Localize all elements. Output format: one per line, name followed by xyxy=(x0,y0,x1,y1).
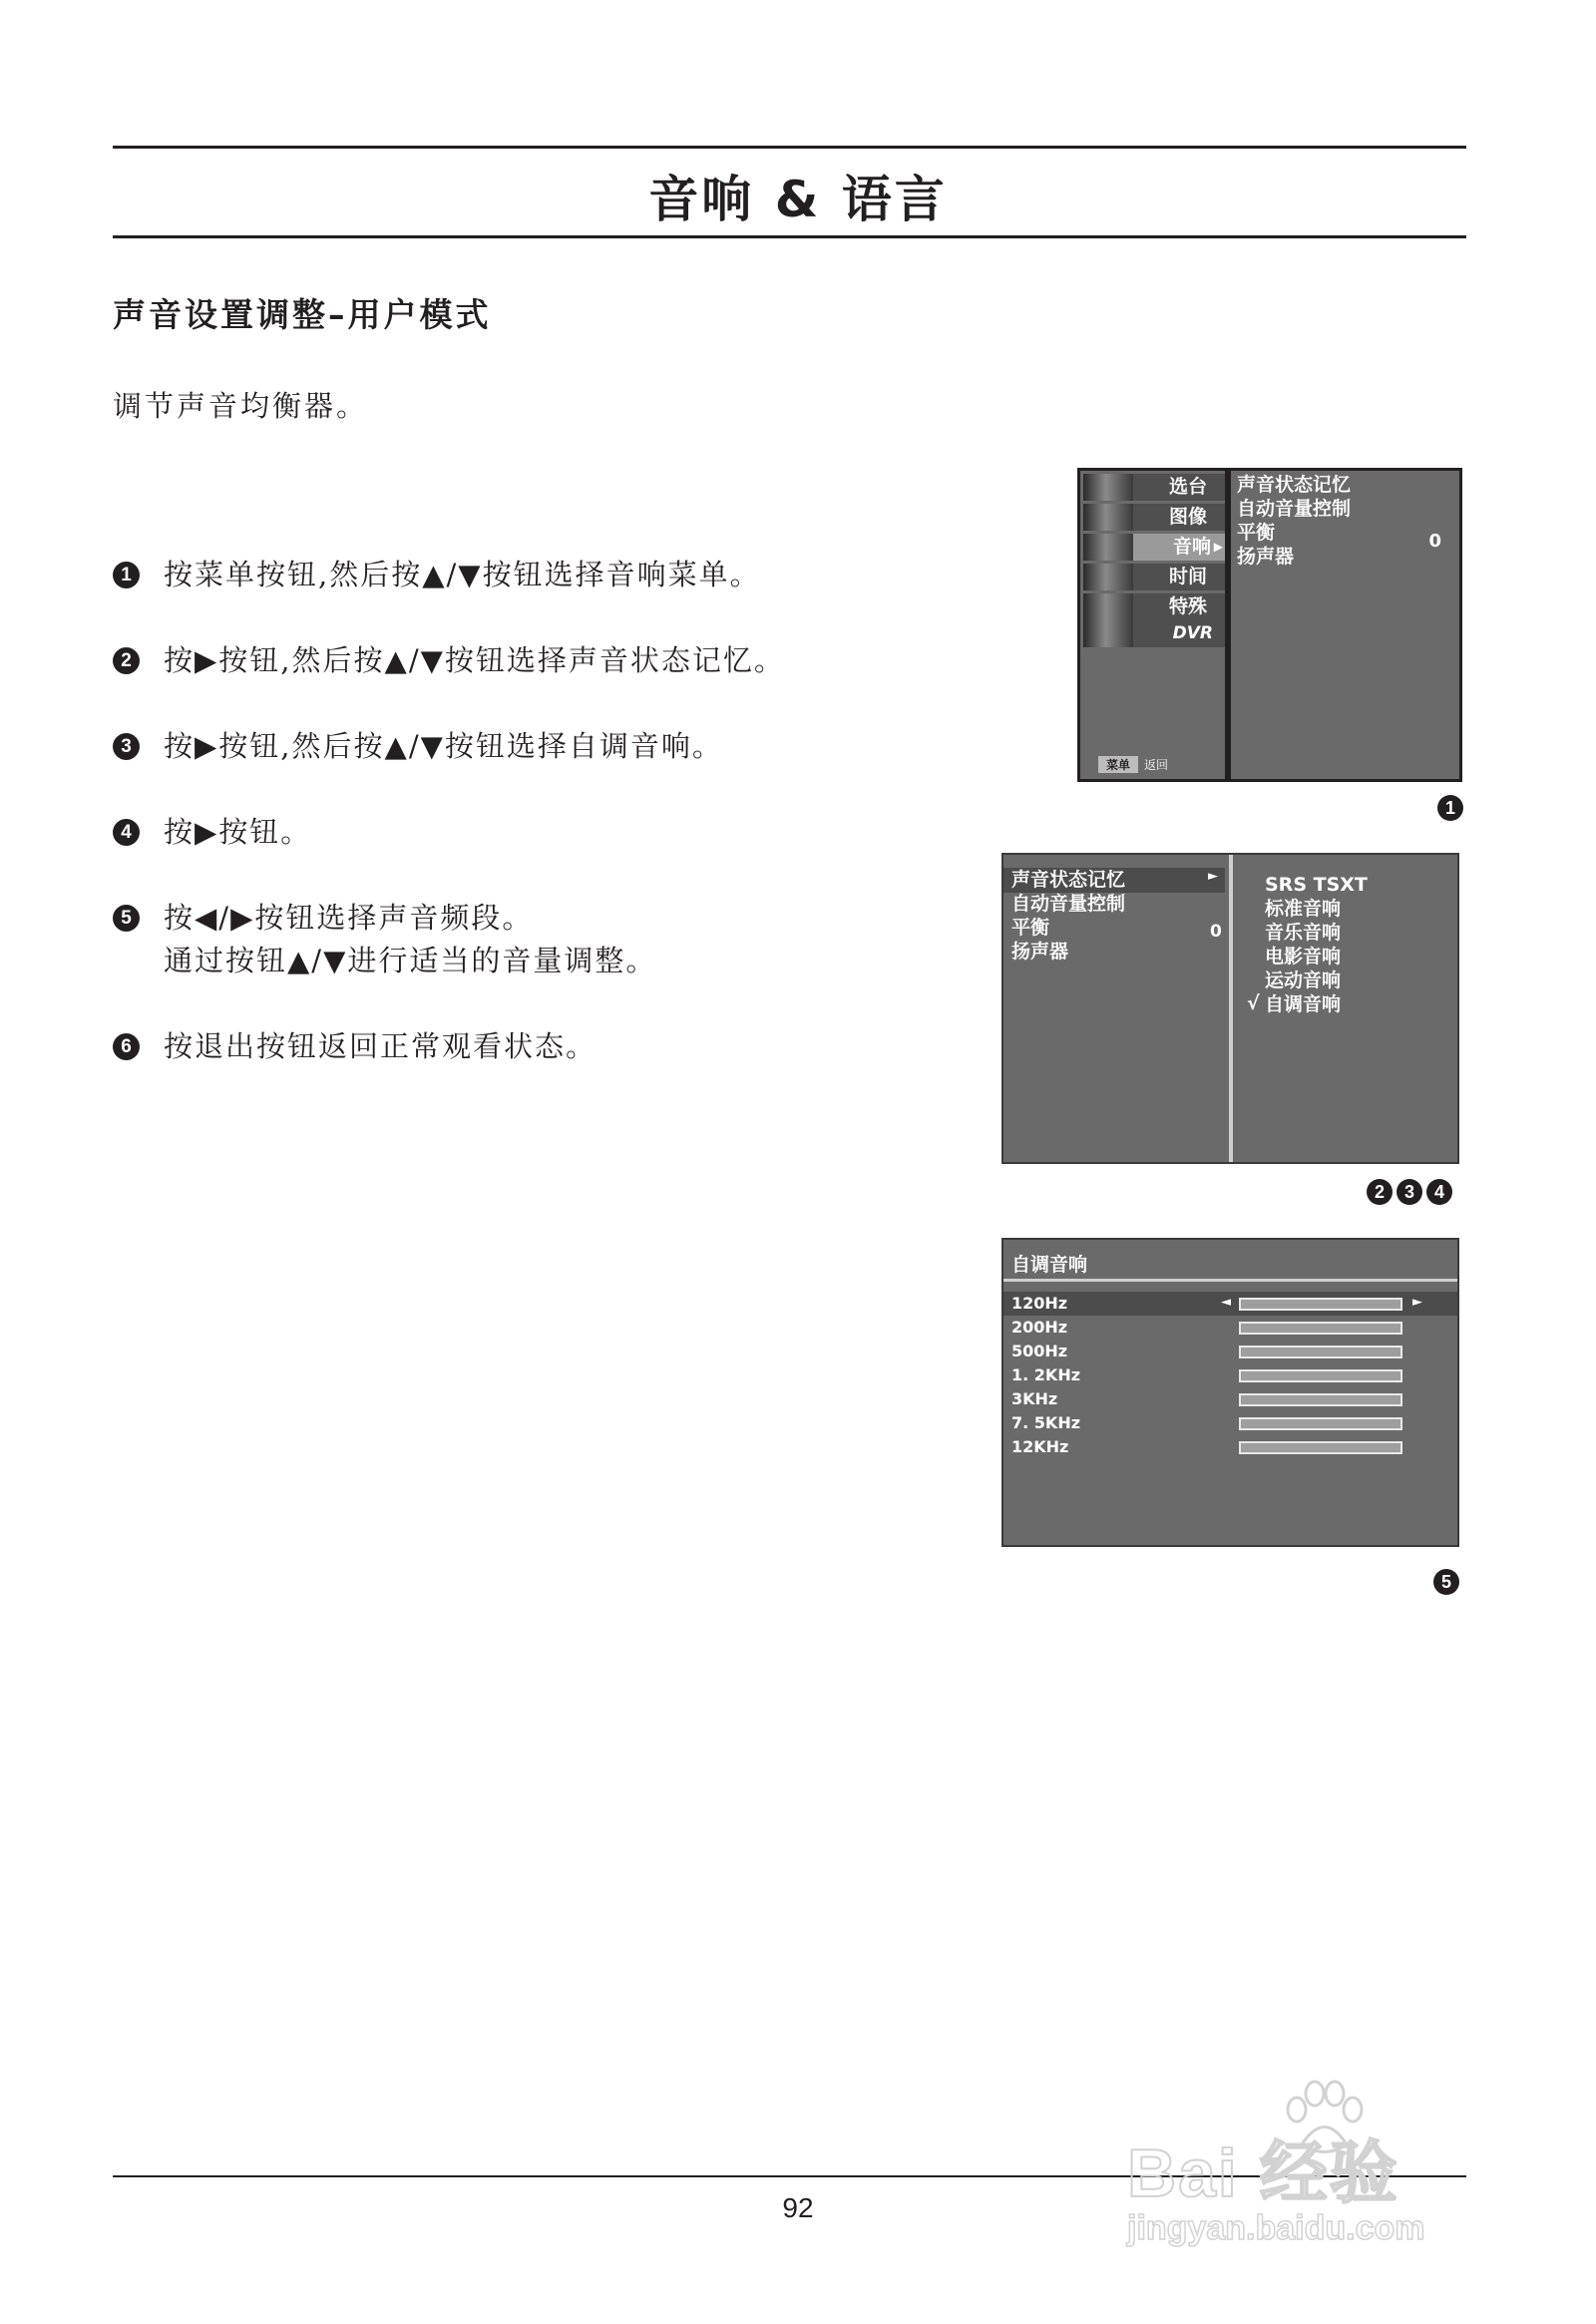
sound-option[interactable]: 标准音响 xyxy=(1265,898,1342,920)
step-2 xyxy=(113,639,785,682)
menu-item-label: 图像 xyxy=(1168,506,1207,528)
step-number: 3 xyxy=(113,733,140,760)
menu-item-speaker[interactable]: 扬声器 xyxy=(1011,941,1069,963)
main-menu-panel xyxy=(1080,471,1225,779)
sound-option[interactable]: 电影音响 xyxy=(1265,946,1342,968)
check-icon: √ xyxy=(1247,992,1260,1014)
sound-option[interactable]: SRS TSXT xyxy=(1265,874,1368,896)
menu-item-picture[interactable] xyxy=(1083,504,1225,531)
menu-item-dvr[interactable] xyxy=(1083,620,1225,647)
step-text: 按菜单按钮,然后按▲/▼按钮选择音响菜单。 xyxy=(164,558,761,591)
submenu-arrow-icon: ▶ xyxy=(1213,540,1223,554)
menu-thumbnail xyxy=(1083,620,1133,647)
page-number: 92 xyxy=(782,2192,814,2223)
submenu-item[interactable]: 声音状态记忆 xyxy=(1237,474,1352,496)
menu-thumbnail xyxy=(1083,564,1133,590)
menu-thumbnail xyxy=(1083,534,1133,561)
eq-slider[interactable] xyxy=(1239,1298,1402,1311)
menu-item-label: 选台 xyxy=(1168,476,1207,498)
eq-slider[interactable] xyxy=(1239,1322,1402,1335)
step-number: 1 xyxy=(113,562,140,588)
menu-item-label: 音响 xyxy=(1172,536,1211,558)
screen-2-caption xyxy=(1367,1179,1452,1205)
menu-item-audio[interactable] xyxy=(1083,534,1225,561)
panel-divider xyxy=(1229,855,1233,1162)
return-label: 返回 xyxy=(1144,758,1169,772)
step-5 xyxy=(113,897,656,982)
menu-thumbnail xyxy=(1083,474,1133,501)
caption-number: 3 xyxy=(1396,1179,1422,1205)
step-number: 6 xyxy=(113,1033,140,1060)
eq-band-label[interactable]: 500Hz xyxy=(1011,1342,1068,1360)
submenu-arrow-icon: ► xyxy=(1208,869,1218,884)
eq-slider[interactable] xyxy=(1239,1346,1402,1358)
caption-number: 5 xyxy=(1433,1569,1459,1595)
step-number: 5 xyxy=(113,905,140,932)
step-text: 按◀/▶按钮选择声音频段。 xyxy=(164,901,534,935)
menu-thumbnail xyxy=(1083,593,1133,620)
audio-submenu-panel xyxy=(1231,471,1459,779)
equalizer-header xyxy=(1003,1240,1457,1282)
menu-item-balance[interactable]: 平衡 xyxy=(1011,917,1050,939)
caption-number: 4 xyxy=(1426,1179,1452,1205)
section-title: 声音设置调整–用户模式 xyxy=(113,295,492,334)
step-3 xyxy=(113,725,723,768)
watermark-logo-text: Bai 经验 xyxy=(1127,2135,1399,2211)
submenu-item[interactable]: 平衡 xyxy=(1237,522,1276,544)
menu-item-sound-mode[interactable]: 声音状态记忆 xyxy=(1011,869,1126,891)
sound-option[interactable]: 自调音响 xyxy=(1265,993,1342,1015)
eq-band-label[interactable]: 200Hz xyxy=(1011,1318,1068,1337)
step-1 xyxy=(113,554,761,596)
submenu-item[interactable]: 自动音量控制 xyxy=(1237,498,1352,520)
menu-thumbnail xyxy=(1083,504,1133,531)
baidu-watermark xyxy=(1127,2080,1506,2259)
osd-user-equalizer xyxy=(1001,1238,1459,1547)
step-number: 4 xyxy=(113,819,140,846)
page-title: 音响 & 语言 xyxy=(648,171,948,228)
osd-sound-mode xyxy=(1001,853,1459,1164)
screen-1-caption xyxy=(1437,795,1463,821)
balance-value: 0 xyxy=(1428,531,1441,552)
eq-slider[interactable] xyxy=(1239,1441,1402,1454)
intro-text: 调节声音均衡器。 xyxy=(113,389,369,423)
eq-band-label[interactable]: 12KHz xyxy=(1011,1437,1069,1456)
step-4 xyxy=(113,811,311,854)
menu-item-label: DVR xyxy=(1172,623,1213,643)
equalizer-title: 自调音响 xyxy=(1011,1254,1088,1276)
step-text: 按退出按钮返回正常观看状态。 xyxy=(164,1029,598,1063)
left-arrow-icon: ◄ xyxy=(1221,1295,1231,1310)
eq-band-label[interactable]: 1. 2KHz xyxy=(1011,1365,1081,1384)
menu-hint xyxy=(1098,756,1168,773)
menu-item-avl[interactable]: 自动音量控制 xyxy=(1011,893,1126,915)
step-text: 按▶按钮,然后按▲/▼按钮选择声音状态记忆。 xyxy=(164,643,785,677)
eq-slider[interactable] xyxy=(1239,1417,1402,1430)
sound-option[interactable]: 音乐音响 xyxy=(1265,922,1342,944)
caption-number: 2 xyxy=(1367,1179,1393,1205)
eq-band-label[interactable]: 3KHz xyxy=(1011,1389,1058,1408)
balance-value: 0 xyxy=(1210,922,1222,942)
step-text: 按▶按钮,然后按▲/▼按钮选择自调音响。 xyxy=(164,729,723,763)
submenu-item[interactable]: 扬声器 xyxy=(1237,546,1295,568)
sound-option[interactable]: 运动音响 xyxy=(1265,969,1342,991)
step-text: 通过按钮▲/▼进行适当的音量调整。 xyxy=(164,944,657,977)
step-6 xyxy=(113,1025,597,1068)
menu-key: 菜单 xyxy=(1098,756,1138,773)
screen-3-caption xyxy=(1433,1569,1459,1595)
menu-item-label: 时间 xyxy=(1168,566,1207,587)
caption-number: 1 xyxy=(1437,795,1463,821)
title-rule xyxy=(113,235,1466,238)
eq-band-label[interactable]: 7. 5KHz xyxy=(1011,1413,1081,1432)
right-arrow-icon: ► xyxy=(1412,1295,1422,1310)
menu-item-special[interactable] xyxy=(1083,593,1225,620)
osd-main-menu xyxy=(1077,468,1462,782)
eq-slider[interactable] xyxy=(1239,1393,1402,1406)
step-number: 2 xyxy=(113,647,140,674)
top-rule xyxy=(113,146,1466,149)
step-text: 按▶按钮。 xyxy=(164,815,312,849)
menu-item-time[interactable] xyxy=(1083,564,1225,590)
eq-band-label[interactable]: 120Hz xyxy=(1011,1294,1068,1313)
watermark-url: jingyan.baidu.com xyxy=(1127,2209,1425,2247)
eq-slider[interactable] xyxy=(1239,1369,1402,1382)
menu-item-label: 特殊 xyxy=(1168,595,1207,617)
menu-item-channel[interactable] xyxy=(1083,474,1225,501)
